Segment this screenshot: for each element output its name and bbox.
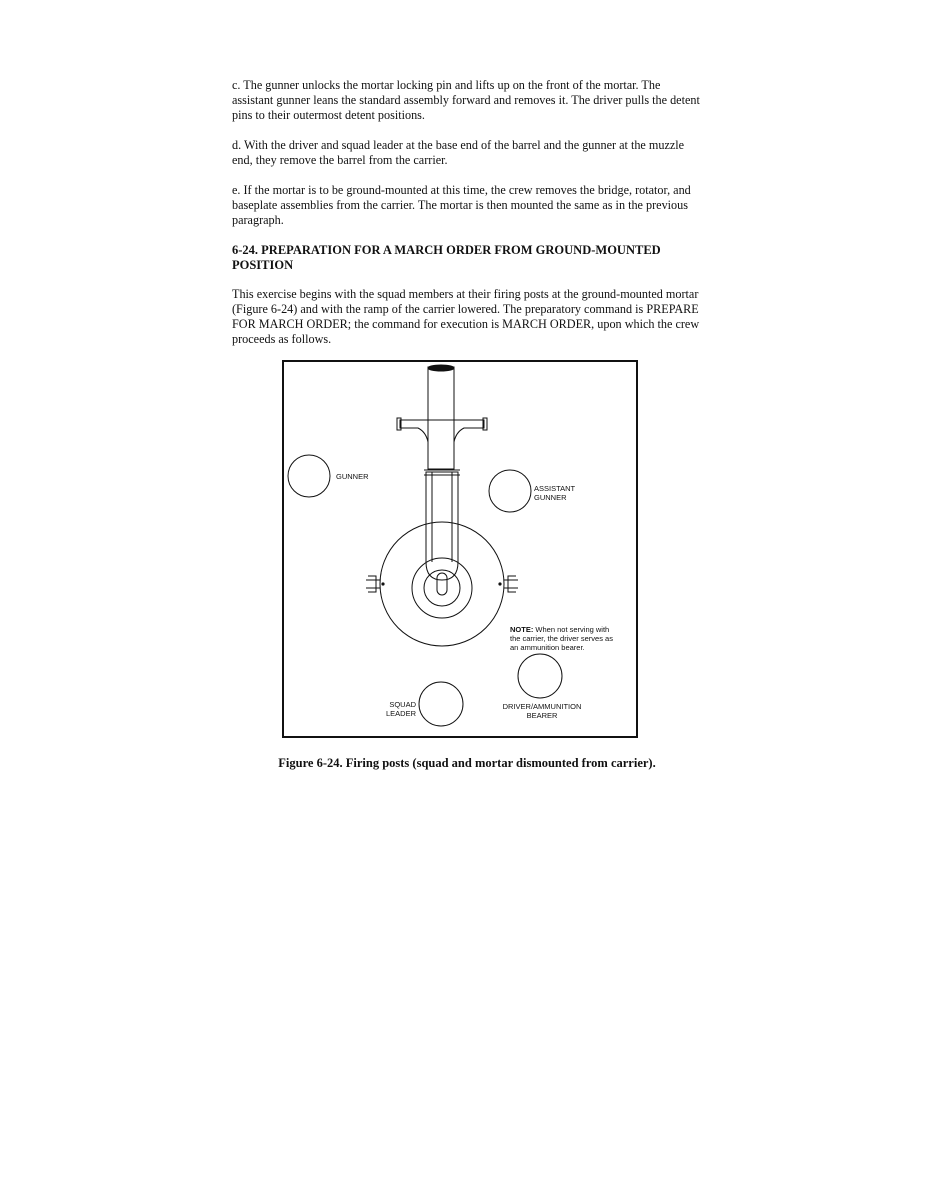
driver-post	[518, 654, 562, 698]
paragraph-e: e. If the mortar is to be ground-mounted at this time, the crew removes the bridge, rotator, and baseplate assemblies from the carrier. The mortar is then mounted the same as in the previous paragraph.	[232, 183, 691, 227]
driver-label-line1: DRIVER/AMMUNITION	[502, 702, 582, 711]
section-heading	[232, 243, 702, 273]
squad-leader-label-line1: SQUAD	[389, 700, 416, 709]
base-ring-outer	[412, 558, 472, 618]
baseplate-circle	[380, 522, 504, 646]
barrel-upper	[428, 367, 454, 469]
mortar-diagram	[284, 362, 636, 736]
driver-label	[494, 702, 590, 720]
figure-6-24	[282, 360, 638, 738]
note	[510, 625, 613, 652]
note-line2: the carrier, the driver serves as	[510, 634, 613, 643]
base-socket	[437, 573, 447, 595]
assistant-gunner-label-line1: ASSISTANT	[534, 484, 576, 493]
gunner-post	[288, 455, 330, 497]
squad-leader-label-line2: LEADER	[385, 709, 416, 718]
section-heading-line1: 6-24. PREPARATION FOR A MARCH ORDER FROM GROUND-MOUNTED	[232, 243, 661, 257]
assistant-gunner-post	[489, 470, 531, 512]
bipod-crossbar	[400, 420, 484, 470]
figure-caption: Figure 6-24. Firing posts (squad and mortar dismounted from carrier).	[278, 756, 656, 770]
gunner-label: GUNNER	[336, 472, 369, 481]
section-heading-line2: POSITION	[232, 258, 294, 272]
barrel-lower	[426, 472, 458, 580]
squad-leader-label	[382, 700, 416, 718]
note-label: NOTE:	[510, 625, 534, 634]
paragraph-d: d. With the driver and squad leader at the base end of the barrel and the gunner at the muzzle end, they remove the barrel from the carrier.	[232, 138, 685, 167]
driver-label-line2: BEARER	[526, 711, 558, 720]
handle-right	[508, 576, 516, 592]
assistant-gunner-label-line2: GUNNER	[534, 493, 567, 502]
paragraph-c: c. The gunner unlocks the mortar locking pin and lifts up on the front of the mortar. The assistant gunner leans the standard assembly forward and removes it. The driver pulls the detent pins to their outermost detent positions.	[232, 78, 700, 122]
squad-leader-post	[419, 682, 463, 726]
muzzle	[428, 365, 454, 371]
assistant-gunner-label	[534, 484, 575, 502]
handle-left	[368, 576, 376, 592]
note-line1: When not serving with	[533, 625, 610, 634]
note-line3: an ammunition bearer.	[510, 643, 585, 652]
section-body: This exercise begins with the squad members at their firing posts at the ground-mounted mortar (Figure 6-24) and with the ramp of the carrier lowered. The preparatory command is PREPARE FOR MARCH ORDER; the command for execution is MARCH ORDER, upon which the crew proceeds as follows.	[232, 287, 700, 346]
